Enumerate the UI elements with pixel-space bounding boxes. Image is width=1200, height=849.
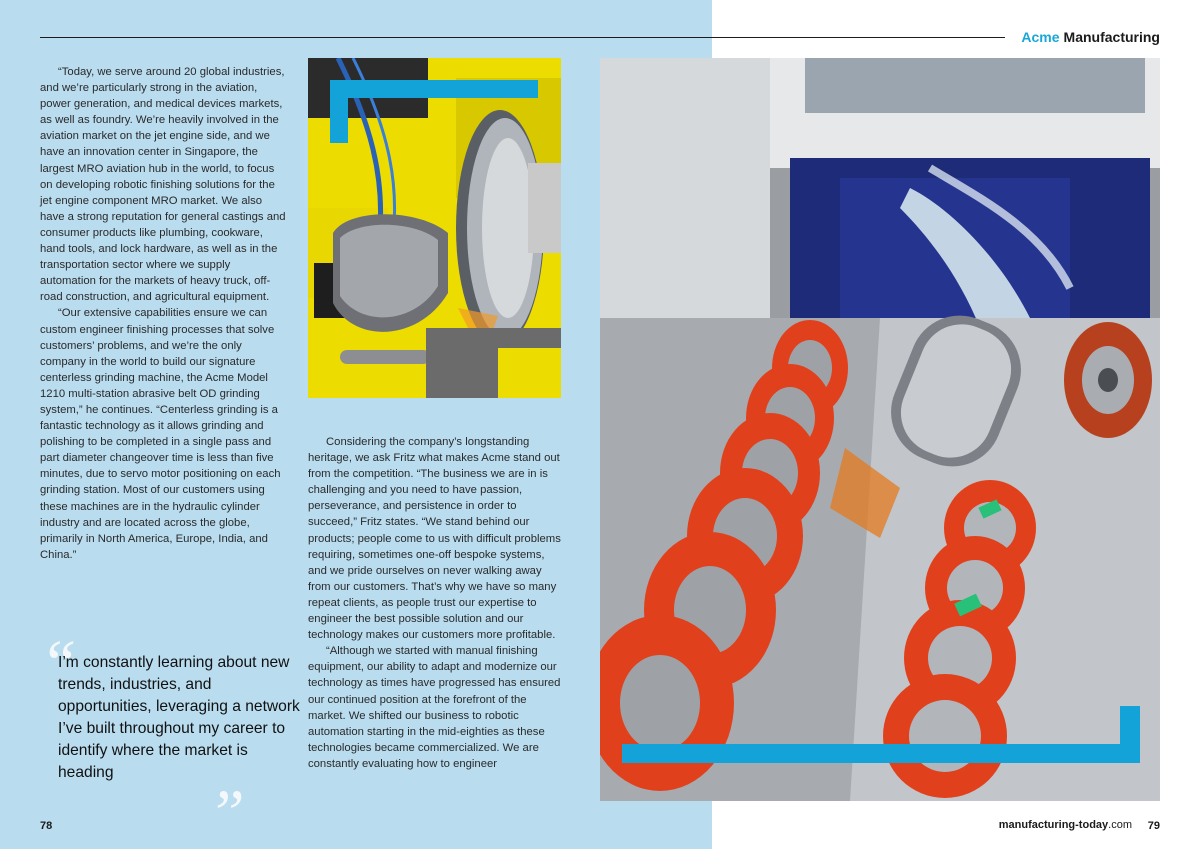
robot-grinding-illustration xyxy=(308,58,561,398)
header-rule xyxy=(40,37,1005,38)
site-tld: .com xyxy=(1108,819,1132,831)
article-paragraph: “Our extensive capabilities ensure we can custom engineer finishing processes that solve customers’ problems, and we’re the only company in the world to build our signature centerless grinding machine, the Acme Model 1210 multi-station abrasive belt OD grinding system,” he continues. “Centerless grinding is a fantastic technology as it allows grinding and polishing to be completed in a single pass and part diameter changeover time is less than five minutes, due to servo motor positioning on each grinding station. Most of our customers using these machines are in the hydraulic cylinder industry and are located across the globe, primarily in North America, Europe, India, and China.” xyxy=(40,307,281,561)
centerless-grinder-illustration xyxy=(600,58,1160,801)
page-number-left: 78 xyxy=(40,820,53,832)
site-domain: manufacturing-today xyxy=(998,819,1109,831)
article-paragraph: “Although we started with manual finishing equipment, our ability to adapt and modernize our technology as times have progressed has ensured our continued position at the forefront of the market. We shifted our business to robotic automation starting in the mid-eighties as these technologies became commercialized. We are constantly evaluating how to engineer xyxy=(308,645,561,770)
site-footer xyxy=(999,819,1132,831)
open-quote-icon: “ xyxy=(40,627,77,700)
page-number-right: 79 xyxy=(1147,820,1160,832)
article-column-1 xyxy=(40,64,286,563)
brand-header xyxy=(1021,29,1160,45)
article-paragraph: “Today, we serve around 20 global industries, and we’re particularly strong in the aviation, power generation, and medical devices markets, as well as foundry. We’re heavily involved in the aviation market on the jet engine side, and we have an innovation center in Singapore, the largest MRO aviation hub in the world, to focus on developing robotic finishing solutions for the jet engine component MRO market. We also have a strong reputation for general castings and consumer products like plumbing, cookware, hand tools, and lock hardware, as well as in the transportation sector where we supply automation for the markets of heavy truck, off-road construction, and agricultural equipment. xyxy=(40,66,286,304)
brand-name-second: Manufacturing xyxy=(1063,29,1160,45)
article-paragraph: Considering the company’s longstanding heritage, we ask Fritz what makes Acme stand out from the competition. “The business we are in is challenging and you need to have passion, perseverance, and persistence in order to succeed,” Fritz states. “We stand behind our products; people come to us with difficult problems requiring, sometimes one-off bespoke systems, and we pride ourselves on never walking away from our customers. That’s why we have so many repeat clients, as people trust our expertise to engineer the best possible solution and our technology makes our customers more profitable. xyxy=(308,436,561,642)
pull-quote-text: I’m constantly learning about new trends, industries, and opportunities, leveraging a network I’ve built throughout my career to identify where the market is heading xyxy=(58,654,300,781)
close-quote-icon: ” xyxy=(208,777,245,849)
robot-grinding-photo xyxy=(308,58,561,398)
brand-name-first: Acme xyxy=(1021,29,1060,45)
article-column-2 xyxy=(308,434,564,772)
centerless-grinder-photo xyxy=(600,58,1160,801)
